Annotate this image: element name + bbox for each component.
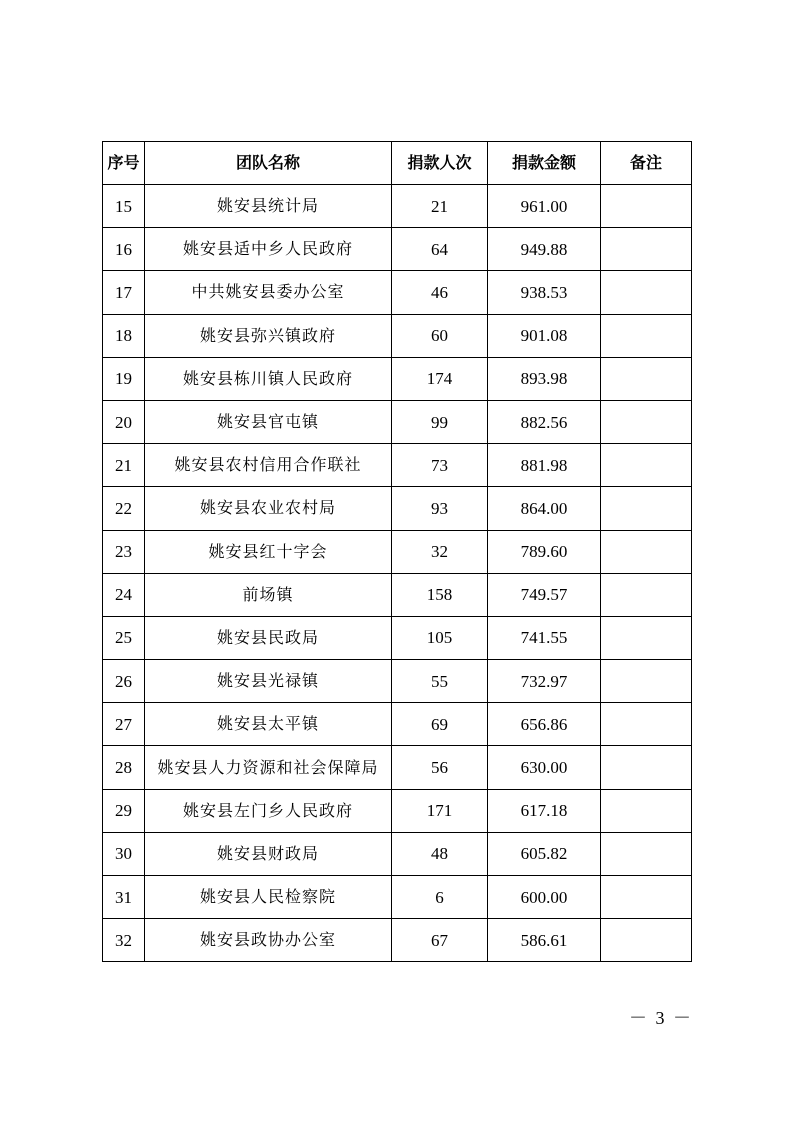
cell-team-name: 姚安县财政局 bbox=[145, 832, 392, 875]
table-row bbox=[103, 919, 692, 962]
cell-serial-no: 16 bbox=[103, 228, 145, 271]
cell-team-name: 姚安县左门乡人民政府 bbox=[145, 789, 392, 832]
cell-donor-count: 55 bbox=[392, 660, 488, 703]
cell-donor-count: 32 bbox=[392, 530, 488, 573]
cell-serial-no: 19 bbox=[103, 357, 145, 400]
cell-team-name: 姚安县官屯镇 bbox=[145, 400, 392, 443]
table-row bbox=[103, 357, 692, 400]
cell-serial-no: 29 bbox=[103, 789, 145, 832]
cell-donation-amount: 864.00 bbox=[488, 487, 601, 530]
cell-serial-no: 18 bbox=[103, 314, 145, 357]
cell-remarks bbox=[601, 228, 692, 271]
cell-team-name: 姚安县太平镇 bbox=[145, 703, 392, 746]
cell-donation-amount: 741.55 bbox=[488, 616, 601, 659]
cell-team-name: 姚安县人民检察院 bbox=[145, 876, 392, 919]
cell-team-name: 姚安县农业农村局 bbox=[145, 487, 392, 530]
cell-remarks bbox=[601, 703, 692, 746]
table-row bbox=[103, 271, 692, 314]
table-row bbox=[103, 660, 692, 703]
cell-team-name: 姚安县民政局 bbox=[145, 616, 392, 659]
cell-donor-count: 46 bbox=[392, 271, 488, 314]
cell-serial-no: 22 bbox=[103, 487, 145, 530]
cell-donor-count: 21 bbox=[392, 185, 488, 228]
cell-remarks bbox=[601, 357, 692, 400]
cell-donor-count: 105 bbox=[392, 616, 488, 659]
cell-remarks bbox=[601, 573, 692, 616]
cell-remarks bbox=[601, 271, 692, 314]
header-donation-amount: 捐款金额 bbox=[488, 142, 601, 185]
cell-serial-no: 27 bbox=[103, 703, 145, 746]
cell-donor-count: 48 bbox=[392, 832, 488, 875]
cell-donation-amount: 617.18 bbox=[488, 789, 601, 832]
cell-serial-no: 15 bbox=[103, 185, 145, 228]
cell-team-name: 前场镇 bbox=[145, 573, 392, 616]
cell-serial-no: 32 bbox=[103, 919, 145, 962]
cell-remarks bbox=[601, 530, 692, 573]
cell-team-name: 姚安县政协办公室 bbox=[145, 919, 392, 962]
cell-serial-no: 21 bbox=[103, 444, 145, 487]
cell-remarks bbox=[601, 185, 692, 228]
cell-donor-count: 60 bbox=[392, 314, 488, 357]
table-row bbox=[103, 616, 692, 659]
cell-team-name: 姚安县弥兴镇政府 bbox=[145, 314, 392, 357]
cell-remarks bbox=[601, 660, 692, 703]
header-donor-count: 捐款人次 bbox=[392, 142, 488, 185]
table-row bbox=[103, 185, 692, 228]
cell-donation-amount: 789.60 bbox=[488, 530, 601, 573]
cell-serial-no: 17 bbox=[103, 271, 145, 314]
cell-team-name: 姚安县适中乡人民政府 bbox=[145, 228, 392, 271]
cell-donor-count: 67 bbox=[392, 919, 488, 962]
cell-serial-no: 31 bbox=[103, 876, 145, 919]
cell-remarks bbox=[601, 789, 692, 832]
cell-remarks bbox=[601, 919, 692, 962]
table-row bbox=[103, 746, 692, 789]
cell-team-name: 姚安县人力资源和社会保障局 bbox=[145, 746, 392, 789]
cell-remarks bbox=[601, 746, 692, 789]
cell-serial-no: 30 bbox=[103, 832, 145, 875]
cell-remarks bbox=[601, 400, 692, 443]
cell-remarks bbox=[601, 487, 692, 530]
cell-team-name: 姚安县红十字会 bbox=[145, 530, 392, 573]
cell-donation-amount: 881.98 bbox=[488, 444, 601, 487]
cell-serial-no: 28 bbox=[103, 746, 145, 789]
cell-serial-no: 23 bbox=[103, 530, 145, 573]
table-row bbox=[103, 444, 692, 487]
page-number: － 3 － bbox=[629, 1008, 693, 1028]
cell-donor-count: 171 bbox=[392, 789, 488, 832]
donation-table bbox=[102, 141, 692, 962]
table-row bbox=[103, 573, 692, 616]
cell-remarks bbox=[601, 314, 692, 357]
cell-team-name: 姚安县光禄镇 bbox=[145, 660, 392, 703]
cell-donor-count: 73 bbox=[392, 444, 488, 487]
header-remarks: 备注 bbox=[601, 142, 692, 185]
cell-team-name: 中共姚安县委办公室 bbox=[145, 271, 392, 314]
header-team-name: 团队名称 bbox=[145, 142, 392, 185]
table-row bbox=[103, 400, 692, 443]
table-row bbox=[103, 228, 692, 271]
cell-remarks bbox=[601, 876, 692, 919]
cell-donation-amount: 949.88 bbox=[488, 228, 601, 271]
cell-donor-count: 6 bbox=[392, 876, 488, 919]
cell-donor-count: 64 bbox=[392, 228, 488, 271]
cell-donor-count: 174 bbox=[392, 357, 488, 400]
cell-donation-amount: 749.57 bbox=[488, 573, 601, 616]
table-row bbox=[103, 832, 692, 875]
table-row bbox=[103, 530, 692, 573]
cell-donor-count: 56 bbox=[392, 746, 488, 789]
cell-team-name: 姚安县农村信用合作联社 bbox=[145, 444, 392, 487]
cell-donation-amount: 732.97 bbox=[488, 660, 601, 703]
cell-donation-amount: 586.61 bbox=[488, 919, 601, 962]
cell-donation-amount: 882.56 bbox=[488, 400, 601, 443]
table-row bbox=[103, 703, 692, 746]
table-row bbox=[103, 789, 692, 832]
cell-serial-no: 26 bbox=[103, 660, 145, 703]
cell-remarks bbox=[601, 444, 692, 487]
cell-donation-amount: 600.00 bbox=[488, 876, 601, 919]
cell-team-name: 姚安县栋川镇人民政府 bbox=[145, 357, 392, 400]
cell-donor-count: 69 bbox=[392, 703, 488, 746]
cell-remarks bbox=[601, 832, 692, 875]
cell-serial-no: 20 bbox=[103, 400, 145, 443]
cell-donor-count: 99 bbox=[392, 400, 488, 443]
cell-serial-no: 24 bbox=[103, 573, 145, 616]
cell-donation-amount: 961.00 bbox=[488, 185, 601, 228]
table-row bbox=[103, 487, 692, 530]
cell-donor-count: 158 bbox=[392, 573, 488, 616]
table-row bbox=[103, 876, 692, 919]
cell-donation-amount: 893.98 bbox=[488, 357, 601, 400]
header-serial-no: 序号 bbox=[103, 142, 145, 185]
table-body bbox=[103, 185, 692, 962]
cell-donation-amount: 901.08 bbox=[488, 314, 601, 357]
cell-team-name: 姚安县统计局 bbox=[145, 185, 392, 228]
cell-donation-amount: 938.53 bbox=[488, 271, 601, 314]
cell-donation-amount: 656.86 bbox=[488, 703, 601, 746]
cell-remarks bbox=[601, 616, 692, 659]
table-row bbox=[103, 314, 692, 357]
table-header-row bbox=[103, 142, 692, 185]
cell-serial-no: 25 bbox=[103, 616, 145, 659]
cell-donation-amount: 630.00 bbox=[488, 746, 601, 789]
cell-donation-amount: 605.82 bbox=[488, 832, 601, 875]
cell-donor-count: 93 bbox=[392, 487, 488, 530]
